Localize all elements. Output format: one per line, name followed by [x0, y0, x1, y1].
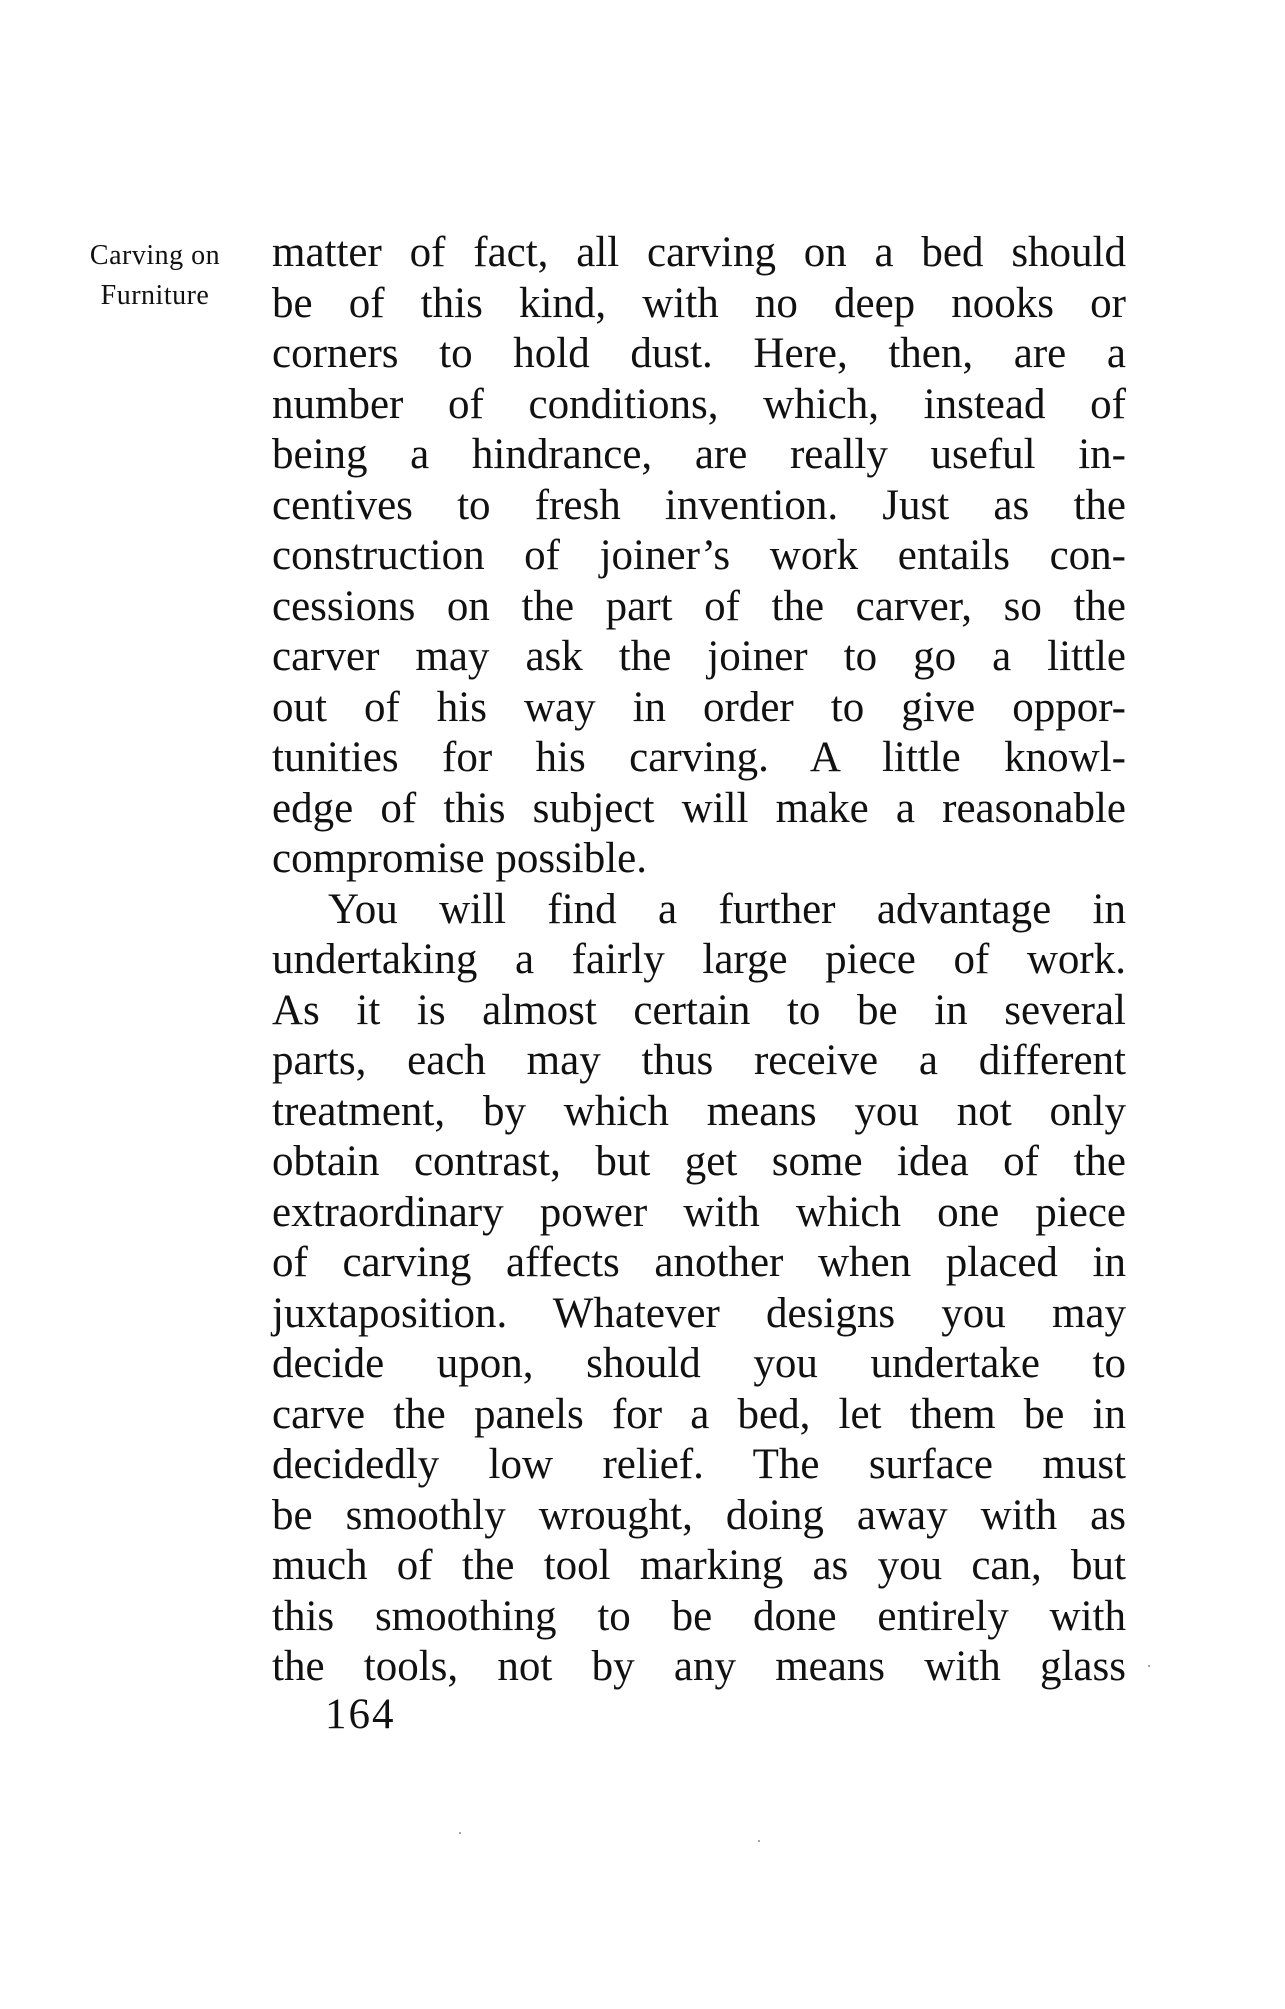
text-line-22: juxtaposition. Whatever designs you may	[272, 1289, 1126, 1337]
text-line-2: be of this kind, with no deep nooks or	[272, 279, 1126, 327]
text-line-15: undertaking a fairly large piece of work.	[272, 936, 1126, 983]
text-line-26: be smoothly wrought, doing away with as	[272, 1491, 1126, 1539]
text-line-18: treatment, by which means you not only	[272, 1087, 1126, 1135]
text-line-10: out of his way in order to give oppor-	[272, 683, 1126, 731]
page-number: 164	[325, 1691, 396, 1738]
paper-speck	[459, 1832, 461, 1834]
text-line-25: decidedly low relief. The surface must	[272, 1441, 1126, 1488]
text-line-20: extraordinary power with which one piece	[272, 1188, 1126, 1236]
text-line-4: number of conditions, which, instead of	[272, 380, 1126, 428]
text-line-27: much of the tool marking as you can, but	[272, 1542, 1126, 1589]
text-line-6: centives to fresh invention. Just as the	[272, 481, 1126, 529]
text-line-23: decide upon, should you undertake to	[272, 1340, 1126, 1387]
text-line-11: tunities for his carving. A little knowl-	[272, 734, 1126, 781]
text-line-9: carver may ask the joiner to go a little	[272, 633, 1126, 680]
paper-speck	[758, 1840, 760, 1842]
text-line-14: You will find a further advantage in	[328, 885, 1126, 933]
text-line-17: parts, each may thus receive a different	[272, 1037, 1126, 1084]
text-line-28: this smoothing to be done entirely with	[272, 1592, 1126, 1640]
text-line-8: cessions on the part of the carver, so the	[272, 582, 1126, 630]
text-line-19: obtain contrast, but get some idea of the	[272, 1138, 1126, 1185]
margin-heading-line-2: Furniture	[100, 280, 210, 311]
text-line-12: edge of this subject will make a reasonable	[272, 784, 1126, 832]
text-line-7: construction of joiner’s work entails con-	[272, 532, 1126, 579]
text-line-24: carve the panels for a bed, let them be in	[272, 1390, 1126, 1438]
text-line-3: corners to hold dust. Here, then, are a	[272, 330, 1126, 377]
body-text	[272, 228, 1126, 1693]
text-line-21: of carving affects another when placed in	[272, 1239, 1126, 1286]
text-line-29: the tools, not by any means with glass	[272, 1643, 1126, 1690]
text-line-1: matter of fact, all carving on a bed should	[272, 229, 1126, 276]
text-line-13: compromise possible.	[272, 835, 648, 882]
text-line-5: being a hindrance, are really useful in-	[272, 431, 1126, 478]
text-line-16: As it is almost certain to be in several	[272, 986, 1126, 1034]
margin-heading	[70, 236, 240, 316]
paper-speck	[1148, 1665, 1150, 1667]
margin-heading-line-1: Carving on	[89, 240, 221, 271]
